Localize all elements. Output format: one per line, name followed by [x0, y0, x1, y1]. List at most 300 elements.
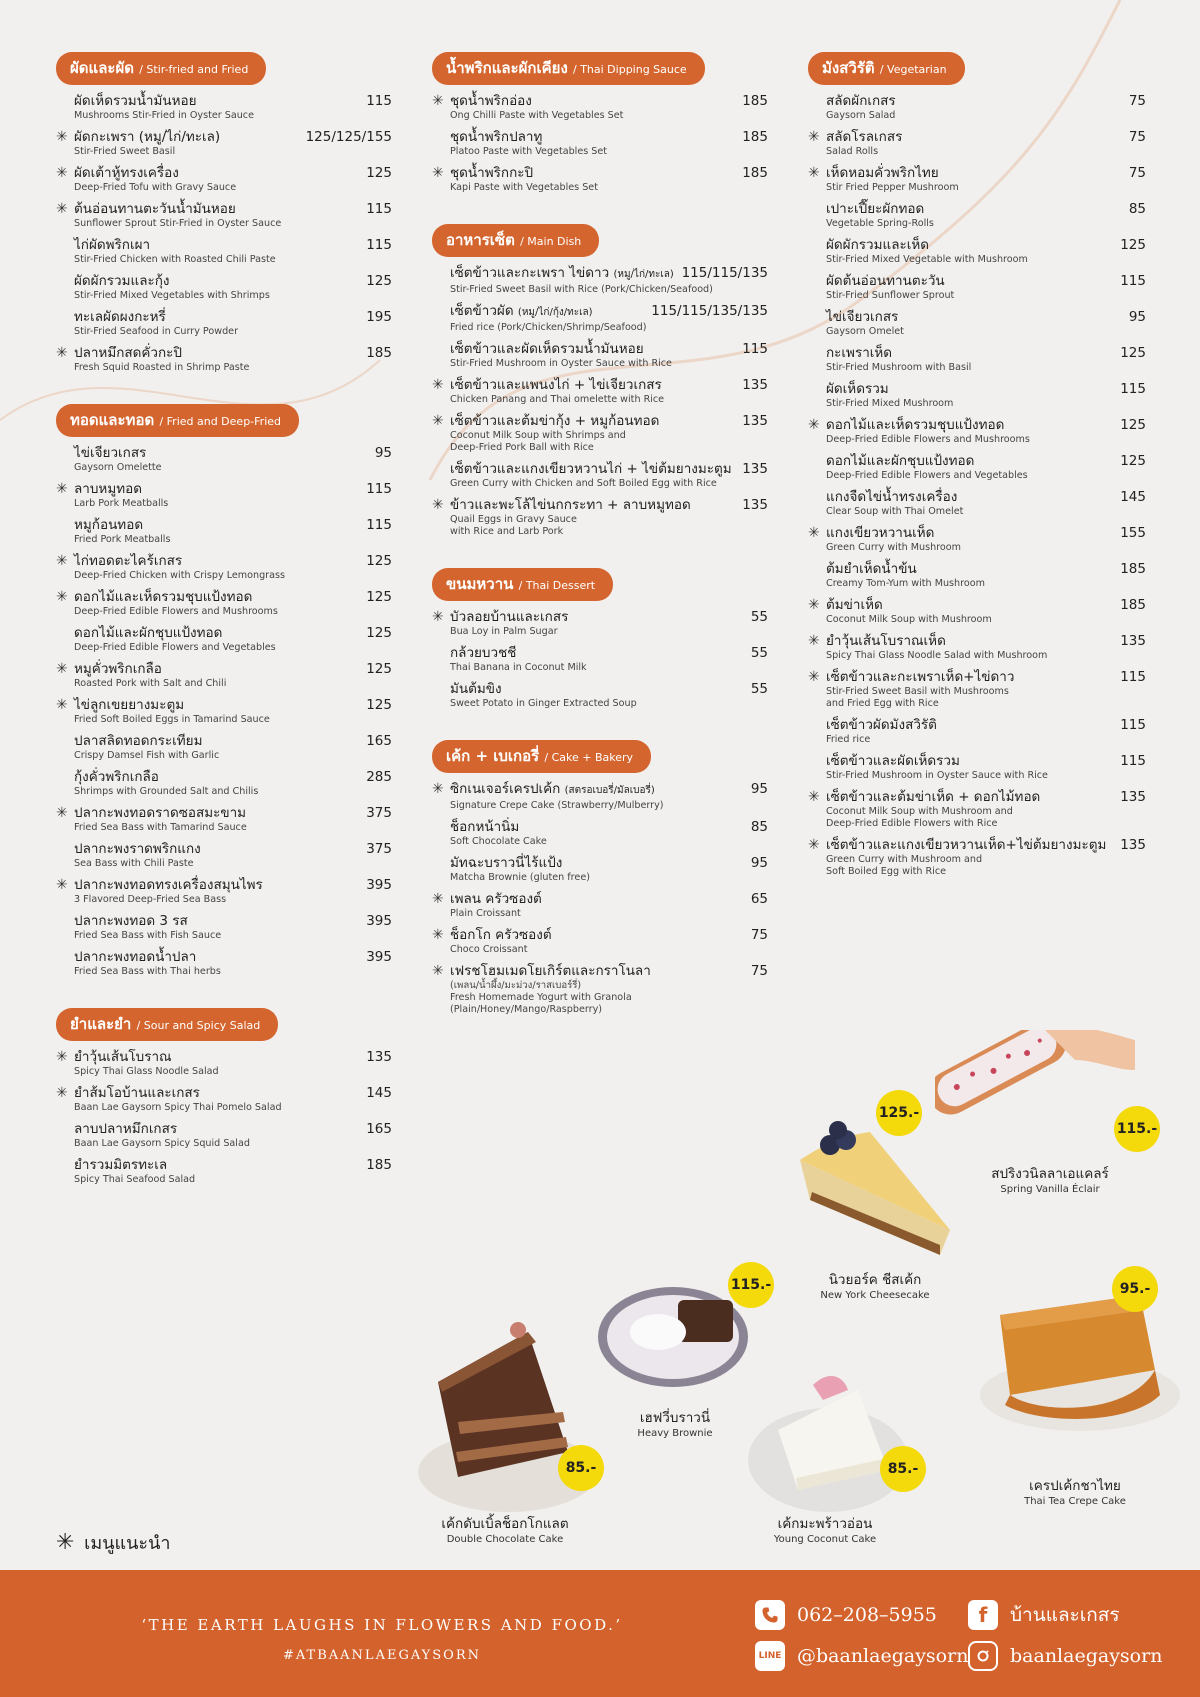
menu-item-price: 115	[366, 201, 392, 217]
column-left	[56, 52, 392, 1216]
menu-item-price: 155	[1120, 525, 1146, 541]
brownie-price-badge: 115.-	[728, 1262, 774, 1308]
menu-item-name-en: Mushrooms Stir-Fried in Oyster Sauce	[74, 110, 254, 121]
recommended-star-icon: ✳	[56, 1049, 68, 1065]
menu-item-th-text: เซ็ตข้าวและกะเพรา ไข่ดาว	[450, 265, 610, 281]
menu-item-th-text: เซ็ตข้าวและกะเพราเห็ด+ไข่ดาว	[826, 669, 1015, 685]
menu-item-price: 395	[366, 949, 392, 965]
chocolate-caption	[425, 1512, 585, 1545]
menu-item-price: 115	[742, 341, 768, 357]
menu-item-name-th	[826, 716, 1102, 734]
menu-item-name-th	[74, 624, 348, 642]
recommended-star-icon: ✳	[432, 165, 444, 181]
menu-item-th-text: ไก่ทอดตะไคร้เกสร	[74, 553, 183, 569]
section-header	[432, 740, 651, 773]
recommended-star-icon: ✳	[808, 837, 820, 853]
coconut-name-th: เค้กมะพร้าวอ่อน	[777, 1516, 873, 1532]
menu-item	[56, 624, 392, 654]
menu-item-name-th	[74, 1120, 348, 1138]
menu-item-name-en: Spicy Thai Glass Noodle Salad with Mushroom	[826, 650, 1048, 661]
menu-item-name-th	[826, 452, 1102, 470]
menu-item-name-en: Stir-Fried Sweet Basil with Mushrooms	[826, 686, 1009, 697]
menu-item-name-th	[450, 340, 724, 358]
menu-item-price: 115/115/135	[681, 265, 768, 281]
menu-item-name-th	[826, 416, 1102, 434]
menu-item-name-en: Sweet Potato in Ginger Extracted Soup	[450, 698, 637, 709]
contact-instagram[interactable]	[968, 1641, 1162, 1671]
menu-item-name-en: Deep-Fried Pork Ball with Rice	[450, 442, 594, 453]
menu-item	[56, 696, 392, 726]
line-icon: LINE	[755, 1641, 785, 1671]
menu-item	[56, 164, 392, 194]
menu-item-name-en: Choco Croissant	[450, 944, 528, 955]
section-title-th: มังสวิรัติ	[822, 59, 875, 77]
menu-item-price: 125	[1120, 345, 1146, 361]
footer-hashtag: #ATBAANLAEGAYSORN	[282, 1648, 481, 1663]
menu-item-price: 125	[366, 589, 392, 605]
menu-item	[808, 308, 1146, 338]
menu-item-th-text: เซ็ตข้าวและต้มข่ากุ้ง + หมูก้อนทอด	[450, 413, 660, 429]
recommended-star-icon: ✳	[56, 1085, 68, 1101]
menu-item-name-th	[74, 660, 348, 678]
menu-item-th-text: ไข่ลูกเขยยางมะตูม	[74, 697, 185, 713]
menu-item	[432, 302, 768, 334]
instagram-icon	[968, 1641, 998, 1671]
menu-item-name-en: Deep-Fried Edible Flowers and Mushrooms	[826, 434, 1030, 445]
footer-quote: ‘THE EARTH LAUGHS IN FLOWERS AND FOOD.’	[141, 1616, 623, 1634]
menu-item-name-en: Ong Chilli Paste with Vegetables Set	[450, 110, 624, 121]
section-header	[56, 404, 299, 437]
menu-item-price: 185	[1120, 561, 1146, 577]
menu-item-th-text: ยำส้มโอบ้านและเกสร	[74, 1085, 200, 1101]
menu-item-th-text: ปลาสลิดทอดกระเทียม	[74, 733, 203, 749]
menu-item-name-en: Soft Boiled Egg with Rice	[826, 866, 947, 877]
menu-item-name-th	[826, 164, 1102, 182]
section-title-th: อาหารเซ็ต	[446, 231, 515, 249]
menu-item-name-th	[74, 516, 348, 534]
menu-item	[808, 632, 1146, 662]
menu-item-price: 95	[374, 445, 392, 461]
menu-item-name-en: Stir-Fried Mushroom in Oyster Sauce with Rice	[826, 770, 1048, 781]
contact-line[interactable]	[755, 1641, 968, 1671]
menu-item-name-th	[450, 128, 724, 146]
menu-item-th-text: ผัดผักรวมและกุ้ง	[74, 273, 170, 289]
menu-item	[56, 444, 392, 474]
menu-item-name-en: Plain Croissant	[450, 908, 521, 919]
menu-item-name-en: Vegetable Spring-Rolls	[826, 218, 934, 229]
recommended-star-icon: ✳	[56, 481, 68, 497]
menu-item-price: 95	[1128, 309, 1146, 325]
menu-item	[808, 752, 1146, 782]
menu-item-th-text: ต้มข่าเห็ด	[826, 597, 883, 613]
section-title-th: ยำและยำ	[70, 1015, 132, 1033]
recommended-star-icon: ✳	[808, 129, 820, 145]
phone-number: 062–208–5955	[797, 1604, 937, 1626]
menu-item-name-en: Roasted Pork with Salt and Chili	[74, 678, 227, 689]
facebook-name: บ้านและเกสร	[1010, 1604, 1120, 1626]
section-main	[432, 224, 768, 538]
menu-item-th-text: ช็อกหน้านิ่ม	[450, 819, 520, 835]
menu-item-name-th	[450, 92, 724, 110]
menu-item-th-text: เซ็ตข้าวและแกงเขียวหวานเห็ด+ไข่ต้มยางมะตูม	[826, 837, 1107, 853]
menu-item-th-text: ข้าวและพะโล้ไข่นกกระทา + ลาบหมูทอด	[450, 497, 691, 513]
instagram-handle: baanlaegaysorn	[1010, 1645, 1163, 1667]
menu-item	[56, 128, 392, 158]
menu-item-name-th	[826, 236, 1102, 254]
eclair-price-badge: 115.-	[1114, 1106, 1160, 1152]
menu-item-name-en: Stir Fried Pepper Mushroom	[826, 182, 959, 193]
menu-item-name-en: Stir-Fried Mushroom in Oyster Sauce with Rice	[450, 358, 672, 369]
recommended-star-icon: ✳	[432, 781, 444, 797]
menu-item-price: 375	[366, 805, 392, 821]
menu-item-name-en: Fried Sea Bass with Fish Sauce	[74, 930, 222, 941]
menu-item	[432, 376, 768, 406]
menu-item-name-en: Coconut Milk Soup with Mushroom	[826, 614, 992, 625]
menu-item-price: 115	[1120, 753, 1146, 769]
menu-item-name-en: Signature Crepe Cake (Strawberry/Mulberry)	[450, 800, 664, 811]
menu-item-name-en: (Plain/Honey/Mango/Raspberry)	[450, 1004, 603, 1015]
menu-item-name-th	[826, 596, 1102, 614]
menu-item	[56, 660, 392, 690]
menu-item	[808, 380, 1146, 410]
menu-item	[808, 596, 1146, 626]
menu-item-name-en: Matcha Brownie (gluten free)	[450, 872, 590, 883]
recommended-star-icon: ✳	[432, 377, 444, 393]
menu-item-th-text: ดอกไม้และผักชุบแป้งทอด	[74, 625, 223, 641]
menu-item-price: 135	[742, 413, 768, 429]
section-title-en: / Main Dish	[520, 235, 582, 248]
menu-item-price: 125/125/155	[305, 129, 392, 145]
menu-item-name-th	[450, 818, 724, 836]
recommended-star-icon: ✳	[432, 413, 444, 429]
menu-item-th-text: กล้วยบวชชี	[450, 645, 517, 661]
menu-item-name-th	[450, 460, 732, 478]
recommended-star-icon: ✳	[56, 1530, 75, 1555]
menu-item-price: 125	[1120, 417, 1146, 433]
contact-phone[interactable]	[755, 1600, 937, 1630]
menu-item-th-text: เซ็ตข้าวและแกงเขียวหวานไก่ + ไข่ต้มยางมะตูม	[450, 461, 732, 477]
coconut-caption	[760, 1512, 890, 1545]
menu-item	[56, 948, 392, 978]
menu-item-name-en: Deep-Fried Tofu with Gravy Sauce	[74, 182, 237, 193]
menu-item-name-en: Stir-Fried Mushroom with Basil	[826, 362, 972, 373]
menu-item-th-text: กุ้งคั่วพริกเกลือ	[74, 769, 159, 785]
section-title-en: / Fried and Deep-Fried	[159, 415, 281, 428]
menu-item-th-text: ผัดกะเพรา (หมู/ไก่/ทะเล)	[74, 129, 221, 145]
menu-item-name-en: Stir-Fried Chicken with Roasted Chili Paste	[74, 254, 276, 265]
menu-item-name-th	[826, 488, 1102, 506]
contact-facebook[interactable]	[968, 1600, 1120, 1630]
menu-item	[432, 340, 768, 370]
menu-item-th-text: ผัดเต้าหู้ทรงเครื่อง	[74, 165, 179, 181]
section-fried	[56, 404, 392, 978]
crepe-name-th: เครปเค้กชาไทย	[1029, 1478, 1121, 1494]
menu-item-name-en: Fried Sea Bass with Thai herbs	[74, 966, 221, 977]
menu-item-name-th	[826, 524, 1102, 542]
menu-item-th-text: ต้มยำเห็ดน้ำข้น	[826, 561, 917, 577]
menu-item	[432, 680, 768, 710]
menu-item-name-en: Stir-Fried Sweet Basil	[74, 146, 176, 157]
column-right	[808, 52, 1146, 908]
menu-item-name-th	[74, 768, 348, 786]
menu-item-price: 125	[1120, 453, 1146, 469]
menu-item	[56, 804, 392, 834]
menu-item-name-en: Spicy Thai Glass Noodle Salad	[74, 1066, 219, 1077]
menu-item-price: 115/115/135/135	[651, 303, 768, 319]
menu-item	[808, 416, 1146, 446]
menu-item-name-en: Coconut Milk Soup with Shrimps and	[450, 430, 626, 441]
section-salad	[56, 1008, 392, 1186]
menu-item-name-en: Stir-Fried Mixed Mushroom	[826, 398, 954, 409]
menu-item-price: 55	[750, 645, 768, 661]
menu-item-price: 125	[366, 661, 392, 677]
menu-item-price: 185	[366, 1157, 392, 1173]
section-stirfried	[56, 52, 392, 374]
menu-item-name-en: Shrimps with Grounded Salt and Chilis	[74, 786, 259, 797]
menu-item-th-text: ปลากะพงทอด 3 รส	[74, 913, 188, 929]
menu-item-price: 55	[750, 681, 768, 697]
menu-item	[432, 644, 768, 674]
menu-item-price: 115	[366, 237, 392, 253]
menu-item-name-en: Stir-Fried Sunflower Sprout	[826, 290, 955, 301]
menu-item-price: 185	[742, 93, 768, 109]
menu-item-name-en: Fried Sea Bass with Tamarind Sauce	[74, 822, 247, 833]
menu-item-th-text: ปลากะพงทอดทรงเครื่องสมุนไพร	[74, 877, 263, 893]
recommended-star-icon: ✳	[432, 963, 444, 979]
menu-item-name-en: Fried rice (Pork/Chicken/Shrimp/Seafood)	[450, 322, 647, 333]
menu-item	[808, 524, 1146, 554]
section-title-en: / Stir-fried and Fried	[139, 63, 249, 76]
menu-item-price: 75	[1128, 93, 1146, 109]
menu-item-name-th	[450, 496, 724, 514]
recommended-star-icon: ✳	[808, 633, 820, 649]
menu-item-th-text: ดอกไม้และเห็ดรวมชุบแป้งทอด	[74, 589, 253, 605]
recommended-star-icon: ✳	[432, 927, 444, 943]
section-title-th: ทอดและทอด	[70, 411, 155, 429]
menu-item-th-text: ปลากะพงทอดน้ำปลา	[74, 949, 197, 965]
menu-item-th-text: ชุดน้ำพริกปลาทู	[450, 129, 543, 145]
menu-item-price: 95	[750, 855, 768, 871]
menu-item-name-th	[826, 200, 1102, 218]
menu-item-name-en: Deep-Fried Chicken with Crispy Lemongrass	[74, 570, 285, 581]
section-dessert	[432, 568, 768, 710]
menu-item-price: 95	[750, 781, 768, 797]
menu-item-name-th	[74, 92, 348, 110]
menu-item	[56, 92, 392, 122]
menu-item-name-en: Clear Soup with Thai Omelet	[826, 506, 964, 517]
recommended-star-icon: ✳	[56, 697, 68, 713]
menu-item	[432, 92, 768, 122]
crepe-caption	[1010, 1474, 1140, 1507]
menu-item-name-en: Deep-Fried Edible Flowers and Vegetables	[74, 642, 276, 653]
menu-item-th-text: หมูก้อนทอด	[74, 517, 144, 533]
menu-item-th-text: เซ็ตข้าวผัดมังสวิรัติ	[826, 717, 937, 733]
menu-item-th-text: บัวลอยบ้านและเกสร	[450, 609, 569, 625]
recommended-star-icon: ✳	[56, 129, 68, 145]
menu-item-name-th	[826, 344, 1102, 362]
menu-item-name-en: Platoo Paste with Vegetables Set	[450, 146, 608, 157]
recommended-star-icon: ✳	[432, 93, 444, 109]
menu-item-name-en: Baan Lae Gaysorn Spicy Thai Pomelo Salad	[74, 1102, 282, 1113]
recommended-star-icon: ✳	[808, 525, 820, 541]
menu-item-name-th	[826, 668, 1102, 686]
menu-item-name-th	[450, 890, 724, 908]
brownie-name-th: เฮฟวี่บราวนี่	[639, 1410, 711, 1426]
menu-item-name-th	[450, 644, 724, 662]
menu-item-th-text: สลัดโรลเกสร	[826, 129, 903, 145]
menu-item-name-en: Green Curry with Mushroom	[826, 542, 961, 553]
menu-item-name-en: Fried rice	[826, 734, 871, 745]
recommended-star-icon: ✳	[56, 805, 68, 821]
menu-item-name-th	[450, 376, 724, 394]
recommended-legend-text: เมนูแนะนำ	[84, 1533, 171, 1554]
section-title-th: ผัดและผัด	[70, 59, 134, 77]
menu-item-price: 145	[366, 1085, 392, 1101]
menu-item	[432, 128, 768, 158]
menu-item-price: 125	[366, 553, 392, 569]
menu-item-price: 395	[366, 913, 392, 929]
menu-item	[56, 768, 392, 798]
menu-item-name-en: Fried Pork Meatballs	[74, 534, 171, 545]
menu-item-th-text: มัทฉะบราวนี่ไร้แป้ง	[450, 855, 563, 871]
section-title-th: ขนมหวาน	[446, 575, 514, 593]
menu-item-price: 115	[1120, 381, 1146, 397]
menu-item-th-text: ลาบหมูทอด	[74, 481, 142, 497]
menu-item-name-en: Fried Soft Boiled Eggs in Tamarind Sauce	[74, 714, 270, 725]
menu-item-price: 115	[1120, 273, 1146, 289]
menu-item-name-en: Spicy Thai Seafood Salad	[74, 1174, 196, 1185]
menu-item-th-text: ไข่เจียวเกสร	[74, 445, 147, 461]
cheesecake-caption	[800, 1268, 950, 1301]
section-vegetarian	[808, 52, 1146, 878]
coconut-price-badge: 85.-	[880, 1446, 926, 1492]
section-title-th: เค้ก + เบเกอรี่	[446, 747, 540, 765]
menu-item	[808, 560, 1146, 590]
menu-item	[808, 272, 1146, 302]
menu-item-name-en: Baan Lae Gaysorn Spicy Squid Salad	[74, 1138, 250, 1149]
menu-item	[808, 92, 1146, 122]
crepe-price-badge: 95.-	[1112, 1266, 1158, 1312]
menu-item-name-th	[826, 92, 1102, 110]
section-header	[432, 52, 705, 85]
facebook-icon: f	[968, 1600, 998, 1630]
menu-item-name-th	[74, 164, 348, 182]
menu-item-name-th	[826, 836, 1107, 854]
coconut-name-en: Young Coconut Cake	[773, 1534, 877, 1545]
recommended-star-icon: ✳	[808, 789, 820, 805]
menu-item-th-text: ไก่ผัดพริกเผา	[74, 237, 151, 253]
menu-item-th-text: เซ็ตข้าวและผัดเห็ดรวมน้ำมันหอย	[450, 341, 644, 357]
cheesecake-name-en: New York Cheesecake	[820, 1290, 930, 1301]
menu-item	[808, 836, 1146, 878]
menu-item-th-text: หมูคั่วพริกเกลือ	[74, 661, 162, 677]
menu-item	[808, 788, 1146, 830]
recommended-star-icon: ✳	[56, 553, 68, 569]
menu-item-name-th	[826, 128, 1102, 146]
menu-item	[56, 552, 392, 582]
menu-item-price: 135	[742, 497, 768, 513]
menu-item-name-th	[74, 696, 348, 714]
menu-item-price: 375	[366, 841, 392, 857]
menu-item-th-text: ต้นอ่อนทานตะวันน้ำมันหอย	[74, 201, 236, 217]
menu-item-name-en: Coconut Milk Soup with Mushroom and	[826, 806, 1013, 817]
brownie-caption	[620, 1406, 730, 1439]
menu-item	[56, 308, 392, 338]
menu-item-th-text: ชุดน้ำพริกอ่อง	[450, 93, 532, 109]
menu-item-name-th	[826, 632, 1102, 650]
menu-item-price: 125	[366, 273, 392, 289]
menu-item	[808, 668, 1146, 710]
menu-item-price: 185	[742, 165, 768, 181]
menu-item-th-text: แกงเขียวหวานเห็ด	[826, 525, 935, 541]
section-header	[432, 224, 599, 257]
menu-item-name-th	[826, 308, 1102, 326]
section-title-en: / Thai Dessert	[518, 579, 596, 592]
menu-item-name-en: Creamy Tom-Yum with Mushroom	[826, 578, 985, 589]
menu-item-th-text: ชุดน้ำพริกกะปิ	[450, 165, 534, 181]
eclair-name-th: สปริงวนิลลาเอแคลร์	[991, 1166, 1109, 1182]
eclair-caption	[980, 1162, 1120, 1195]
menu-item-name-th	[74, 480, 348, 498]
menu-item-name-en: Soft Chocolate Cake	[450, 836, 547, 847]
menu-item-name-th	[826, 788, 1102, 806]
column-middle	[432, 52, 768, 1046]
menu-item-name-th	[74, 1156, 348, 1174]
menu-item-name-th	[74, 200, 348, 218]
menu-item-name-en: Stir-Fried Mixed Vegetable with Mushroom	[826, 254, 1028, 265]
section-header	[808, 52, 965, 85]
menu-item-th-text: ซิกเนเจอร์เครปเค้ก	[450, 781, 561, 797]
section-header	[56, 52, 266, 85]
menu-item-name-en: and Fried Egg with Rice	[826, 698, 939, 709]
menu-item-name-en: Deep-Fried Edible Flowers with Rice	[826, 818, 998, 829]
menu-item-price: 75	[1128, 129, 1146, 145]
menu-item-name-th	[74, 344, 348, 362]
menu-item-price: 185	[1120, 597, 1146, 613]
menu-item-name-th	[826, 560, 1102, 578]
menu-item-th-text: ปลากะพงทอดราดซอสมะขาม	[74, 805, 247, 821]
cheesecake-image	[790, 1120, 960, 1260]
section-title-en: / Cake + Bakery	[544, 751, 634, 764]
menu-item-name-en: Thai Banana in Coconut Milk	[450, 662, 587, 673]
menu-item-name-en: Sunflower Sprout Stir-Fried in Oyster Sauce	[74, 218, 282, 229]
menu-item-th-text: ไข่เจียวเกสร	[826, 309, 899, 325]
menu-item-th-text: มันต้มขิง	[450, 681, 502, 697]
menu-item	[808, 236, 1146, 266]
menu-item	[432, 608, 768, 638]
menu-item-name-en: Stir-Fried Mixed Vegetables with Shrimps	[74, 290, 270, 301]
menu-item-name-th	[74, 876, 348, 894]
menu-item-th-text: ดอกไม้และเห็ดรวมชุบแป้งทอด	[826, 417, 1005, 433]
menu-item	[808, 716, 1146, 746]
menu-item	[808, 488, 1146, 518]
recommended-star-icon: ✳	[432, 609, 444, 625]
menu-item-name-en: Crispy Damsel Fish with Garlic	[74, 750, 220, 761]
menu-item	[432, 412, 768, 454]
menu-item	[432, 926, 768, 956]
menu-item	[808, 452, 1146, 482]
menu-item	[432, 264, 768, 296]
menu-item-price: 395	[366, 877, 392, 893]
menu-item-name-en: Larb Pork Meatballs	[74, 498, 169, 509]
recommended-star-icon: ✳	[808, 669, 820, 685]
menu-item	[808, 128, 1146, 158]
menu-item-name-th	[826, 272, 1102, 290]
menu-item-th-text: เปาะเปี๊ยะผักทอด	[826, 201, 925, 217]
menu-item-th-text: เห็ดหอมคั่วพริกไทย	[826, 165, 939, 181]
menu-item-name-th	[450, 412, 724, 430]
menu-item-price: 75	[750, 963, 768, 979]
